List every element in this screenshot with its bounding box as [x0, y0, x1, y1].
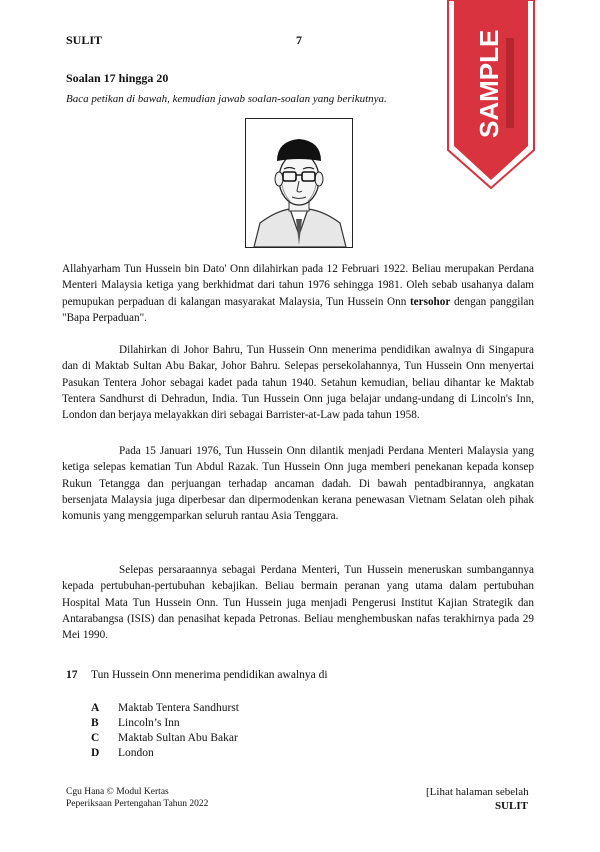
header-sulit-label: SULIT [66, 33, 103, 47]
passage-paragraph-3: Pada 15 Januari 1976, Tun Hussein Onn dilantik menjadi Perdana Menteri Malaysia yang ketiga selepas kematian Tun Abdul Razak. Tun Hussein Onn juga memberi penekanan kepada konsep Rukun Tetangga dan perjuangan terhadap ancaman dadah. Di bawah pentadbirannya, angkatan bersenjata Malaysia juga diperbesar dan dipermodenkan kerana penewasan Vietnam Selatan oleh pihak komunis yang menggemparkan seluruh rantau Asia Tenggara. [62, 445, 534, 523]
page-number: 7 [296, 33, 302, 47]
option-d-letter: D [91, 747, 100, 759]
option-b-letter: B [91, 717, 99, 729]
footer-credit [66, 786, 208, 810]
footer-sulit-label: SULIT [495, 800, 529, 812]
option-c-letter: C [91, 732, 100, 744]
question-number: 17 [66, 669, 78, 681]
option-a-text: Maktab Tentera Sandhurst [118, 702, 239, 714]
passage-paragraph-2: Dilahirkan di Johor Bahru, Tun Hussein Onn menerima pendidikan awalnya di Singapura dan di Maktab Sultan Abu Bakar, Johor Bahru. Selepas persekolahannya, Tun Hussein Onn menyertai Pasukan Tentera Johor sebagai kadet pada tahun 1940. Setahun kemudian, beliau dihantar ke Maktab Tentera Sandhurst di Dehradun, India. Tun Hussein Onn juga belajar undang-undang di Lincoln's Inn, London dan berjaya melayakkan diri sebagai Barrister-at-Law pada tahun 1958. [62, 344, 534, 422]
footer-credit-line-1: Cgu Hana © Modul Kertas [66, 787, 169, 797]
instruction-text: Baca petikan di bawah, kemudian jawab soalan-soalan yang berikutnya. [66, 93, 387, 105]
option-d-text: London [118, 747, 154, 759]
footer-next-page-note: [Lihat halaman sebelah [426, 786, 529, 798]
option-a-letter: A [91, 702, 100, 714]
question-text: Tun Hussein Onn menerima pendidikan awalnya di [91, 669, 328, 681]
portrait-illustration [245, 118, 353, 248]
sample-ribbon-watermark [446, 0, 536, 190]
passage-paragraph-1 [62, 261, 534, 326]
section-title: Soalan 17 hingga 20 [66, 71, 169, 85]
sample-text: SAMPLE [474, 29, 504, 138]
passage-p1-text-b: dengan panggilan "Bapa Perpaduan". [62, 295, 534, 324]
footer-credit-line-2: Peperiksaan Pertengahan Tahun 2022 [66, 799, 209, 809]
option-b-text: Lincoln’s Inn [118, 717, 180, 729]
passage-p1-text-a: Allahyarham Tun Hussein bin Dato' Onn dilahirkan pada 12 Februari 1922. Beliau merupakan Perdana Menteri Malaysia ketiga yang berkhidmat dari tahun 1976 sehingga 1981. Oleh sebab usahanya dalam pemupukan perpaduan di kalangan masyarakat Malaysia, Tun Hussein Onn [62, 263, 534, 308]
option-c-text: Maktab Sultan Abu Bakar [118, 732, 238, 744]
passage-paragraph-4: Selepas persaraannya sebagai Perdana Menteri, Tun Hussein meneruskan sumbangannya kepada pertubuhan-pertubuhan kebajikan. Beliau bermain peranan yang utama dalam pertubuhan Hospital Mata Tun Hussein Onn. Tun Hussein juga menjadi Pengerusi Institut Kajian Strategik dan Antarabangsa (ISIS) dan penasihat kepada Petronas. Beliau menghembuskan nafas terakhirnya pada 29 Mei 1990. [62, 564, 534, 642]
passage-p1-bold-word: tersohor [409, 295, 451, 308]
